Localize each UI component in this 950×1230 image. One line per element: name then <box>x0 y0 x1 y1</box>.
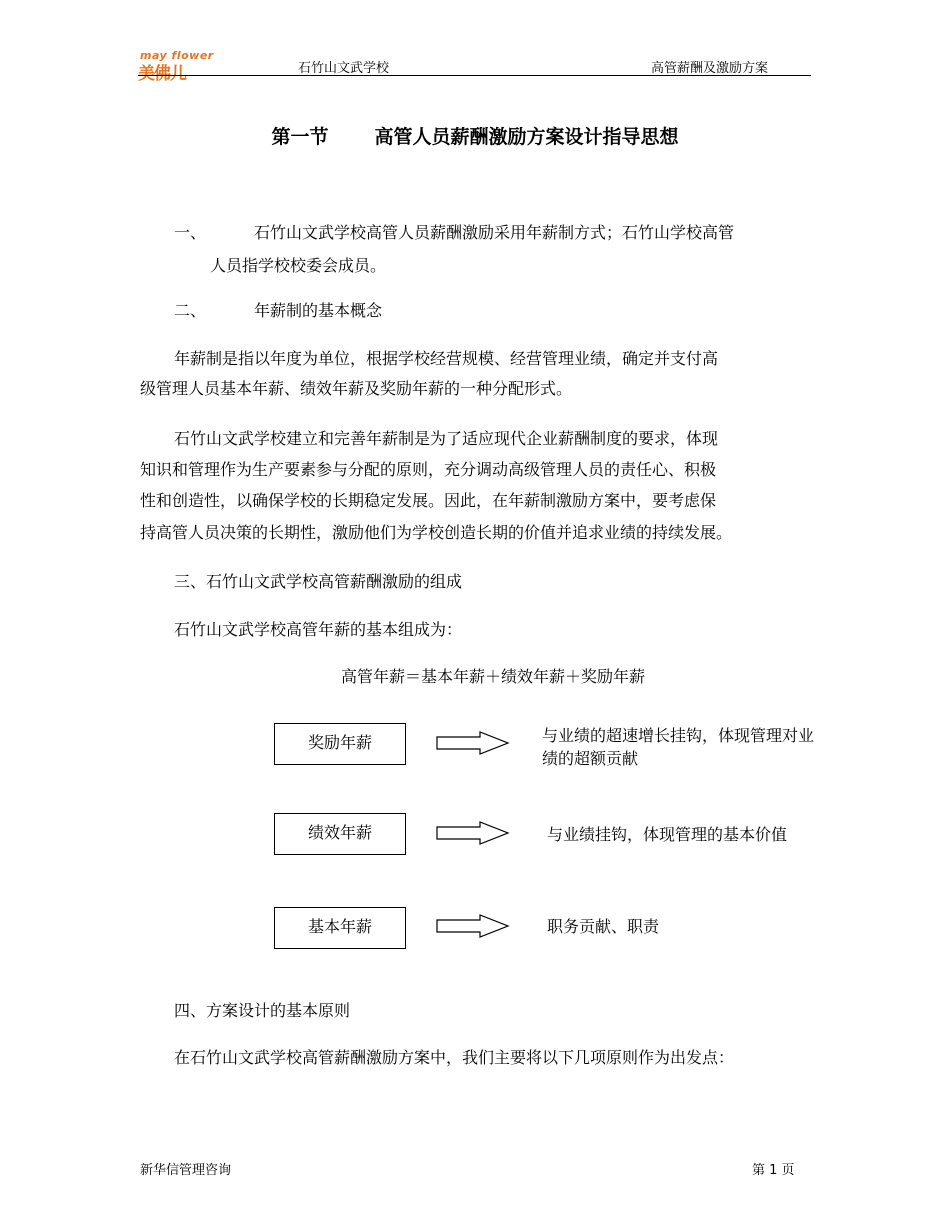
header-school: 石竹山文武学校 <box>298 61 390 76</box>
arrow-right-icon <box>436 821 510 845</box>
item-1 <box>174 218 734 248</box>
arrow-right-icon <box>436 914 510 938</box>
header-rule <box>138 75 811 76</box>
logo-bottom-text: 美佛儿 <box>138 64 186 84</box>
item-2 <box>174 296 382 326</box>
logo-top-text: may flower <box>140 49 214 62</box>
footer-page-number: 第 1 页 <box>752 1163 795 1178</box>
box-bonus-salary: 奖励年薪 <box>274 723 406 765</box>
para-2-line1: 石竹山文武学校建立和完善年薪制是为了适应现代企业薪酬制度的要求，体现 <box>174 429 719 448</box>
item-2-text: 年薪制的基本概念 <box>254 301 383 320</box>
desc-performance-salary: 与业绩挂钩，体现管理的基本价值 <box>547 825 788 844</box>
desc-bonus-salary-line2: 绩的超额贡献 <box>542 749 639 768</box>
header-doc-title: 高管薪酬及激励方案 <box>651 61 769 76</box>
para-3: 石竹山文武学校高管年薪的基本组成为： <box>174 620 463 639</box>
para-1-line2: 级管理人员基本年薪、绩效年薪及奖励年薪的一种分配形式。 <box>140 379 573 398</box>
para-4: 在石竹山文武学校高管薪酬激励方案中，我们主要将以下几项原则作为出发点： <box>174 1048 735 1067</box>
title-text: 高管人员薪酬激励方案设计指导思想 <box>374 126 679 148</box>
desc-base-salary: 职务贡献、职责 <box>547 917 660 936</box>
formula: 高管年薪＝基本年薪＋绩效年薪＋奖励年薪 <box>341 667 646 686</box>
para-1-line1: 年薪制是指以年度为单位，根据学校经营规模、经营管理业绩，确定并支付高 <box>174 349 719 368</box>
para-2-line4: 持高管人员决策的长期性，激励他们为学校创造长期的价值并追求业绩的持续发展。 <box>140 523 733 542</box>
item-2-number: 二、 <box>174 301 207 320</box>
page-title <box>0 122 950 149</box>
box-base-salary: 基本年薪 <box>274 907 406 949</box>
item-3: 三、石竹山文武学校高管薪酬激励的组成 <box>174 572 463 591</box>
item-1-number: 一、 <box>174 223 207 242</box>
footer-company: 新华信管理咨询 <box>140 1163 232 1178</box>
arrow-right-icon <box>436 731 510 755</box>
item-4: 四、方案设计的基本原则 <box>174 1001 351 1020</box>
desc-bonus-salary-line1: 与业绩的超速增长挂钩，体现管理对业 <box>542 726 815 745</box>
para-2-line3: 性和创造性，以确保学校的长期稳定发展。因此，在年薪制激励方案中，要考虑保 <box>140 491 717 510</box>
logo <box>138 49 216 84</box>
title-section: 第一节 <box>271 126 329 148</box>
para-2-line2: 知识和管理作为生产要素参与分配的原则，充分调动高级管理人员的责任心、积极 <box>140 460 717 479</box>
box-performance-salary: 绩效年薪 <box>274 813 406 855</box>
item-1-line1: 石竹山文武学校高管人员薪酬激励采用年薪制方式；石竹山学校高管 <box>254 223 735 242</box>
item-1-line2: 人员指学校校委会成员。 <box>210 256 387 275</box>
